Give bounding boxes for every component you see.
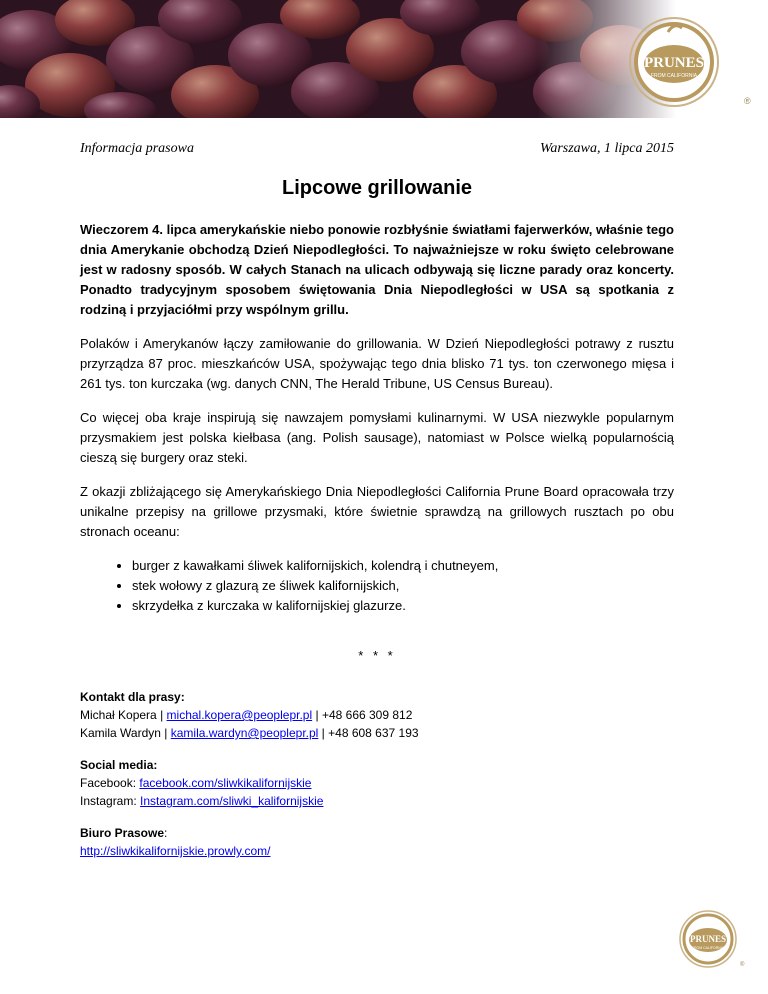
instagram-line: [80, 792, 674, 810]
facebook-label: Facebook:: [80, 776, 137, 790]
press-release: [80, 140, 674, 860]
footer-prunes-logo: [676, 908, 746, 970]
press-office: [80, 824, 674, 860]
contact-heading: Kontakt dla prasy:: [80, 690, 185, 704]
lead-paragraph: Wieczorem 4. lipca amerykańskie niebo ponowie rozbłyśnie światłami fajerwerków, właśnie tego dnia Amerykanie obchodzą Dzień Niepodległości. To najważniejsze w roku święto celebrowane jest w radosny sposób. W całych Stanach na ulicach odbywają się liczne parady oraz koncerty. Ponadto tradycyjnym sposobem świętowania Dnia Niepodległości w USA są spotkania z rodziną i przyjaciółmi przy wspólnym grillu.: [80, 222, 674, 317]
registered-mark: ®: [744, 96, 751, 106]
paragraph-2: Co więcej oba kraje inspirują się nawzajem pomysłami kulinarnymi. W USA niezwykle popularnym przysmakiem jest polska kiełbasa (ang. Polish sausage), natomiast w Polsce wielką popularnością cieszą się burgery oraz steki.: [80, 410, 674, 465]
instagram-link[interactable]: Instagram.com/sliwki_kalifornijskie: [140, 794, 324, 808]
contact-name: Michał Kopera: [80, 708, 157, 722]
separator: * * *: [358, 648, 396, 663]
separator-bar: |: [164, 726, 168, 740]
logo-sub-text: FROM CALIFORNIA: [650, 73, 698, 79]
list-item: • stek wołowy z glazurą ze śliwek kalifornijskich,: [132, 576, 674, 596]
recipe-list: [80, 556, 674, 616]
separator-bar: |: [315, 708, 319, 722]
contact-phone: +48 666 309 812: [321, 708, 413, 722]
contact-line: [80, 706, 674, 724]
facebook-link[interactable]: facebook.com/sliwkikalifornijskie: [139, 776, 312, 790]
office-heading: Biuro Prasowe: [80, 826, 165, 840]
list-item: • burger z kawałkami śliwek kalifornijskich, kolendrą i chutneyem,: [132, 556, 674, 576]
office-colon: :: [164, 826, 168, 840]
social-media: [80, 756, 674, 810]
office-heading-line: [80, 824, 674, 842]
contact-email-link[interactable]: kamila.wardyn@peoplepr.pl: [170, 726, 319, 740]
facebook-line: [80, 774, 674, 792]
paragraph-1: Polaków i Amerykanów łączy zamiłowanie do grillowania. W Dzień Niepodległości potrawy z rusztu przyrządza 87 proc. mieszkańców USA, spożywając tego dnia blisko 71 tys. ton czerwonego mięsa i 261 tys. ton kurczaka (wg. danych CNN, The Herald Tribune, US Census Bureau).: [80, 336, 674, 391]
place-date: Warszawa, 1 lipca 2015: [539, 141, 674, 156]
contact-phone: +48 608 637 193: [328, 726, 419, 740]
page-title: Lipcowe grillowanie: [281, 177, 473, 199]
separator-bar: |: [160, 708, 164, 722]
social-heading: Social media:: [80, 758, 158, 772]
list-item: • skrzydełka z kurczaka w kalifornijskiej glazurze.: [132, 596, 674, 616]
footer-registered-mark: ®: [740, 962, 745, 968]
press-contact: [80, 688, 674, 742]
prunes-logo: [618, 16, 730, 108]
footer-logo-brand: PRUNES: [689, 934, 727, 944]
paragraph-3: Z okazji zbliżającego się Amerykańskiego Dnia Niepodległości California Prune Board opracowała trzy unikalne przepisy na grillowe przysmaki, które świetnie sprawdzą na grillowych rusztach po obu stronach oceanu:: [80, 484, 674, 539]
meta-row: [80, 140, 674, 158]
office-link[interactable]: http://sliwkikalifornijskie.prowly.com/: [80, 844, 271, 858]
footer-logo-sub: FROM CALIFORNIA: [691, 946, 725, 950]
header-banner: [0, 0, 768, 118]
logo-brand-text: PRUNES: [643, 55, 705, 71]
instagram-label: Instagram:: [80, 794, 137, 808]
separator-bar: |: [321, 726, 325, 740]
contact-line: [80, 724, 674, 742]
press-label: Informacja prasowa: [80, 141, 194, 156]
contact-email-link[interactable]: michal.kopera@peoplepr.pl: [166, 708, 313, 722]
contact-name: Kamila Wardyn: [80, 726, 161, 740]
